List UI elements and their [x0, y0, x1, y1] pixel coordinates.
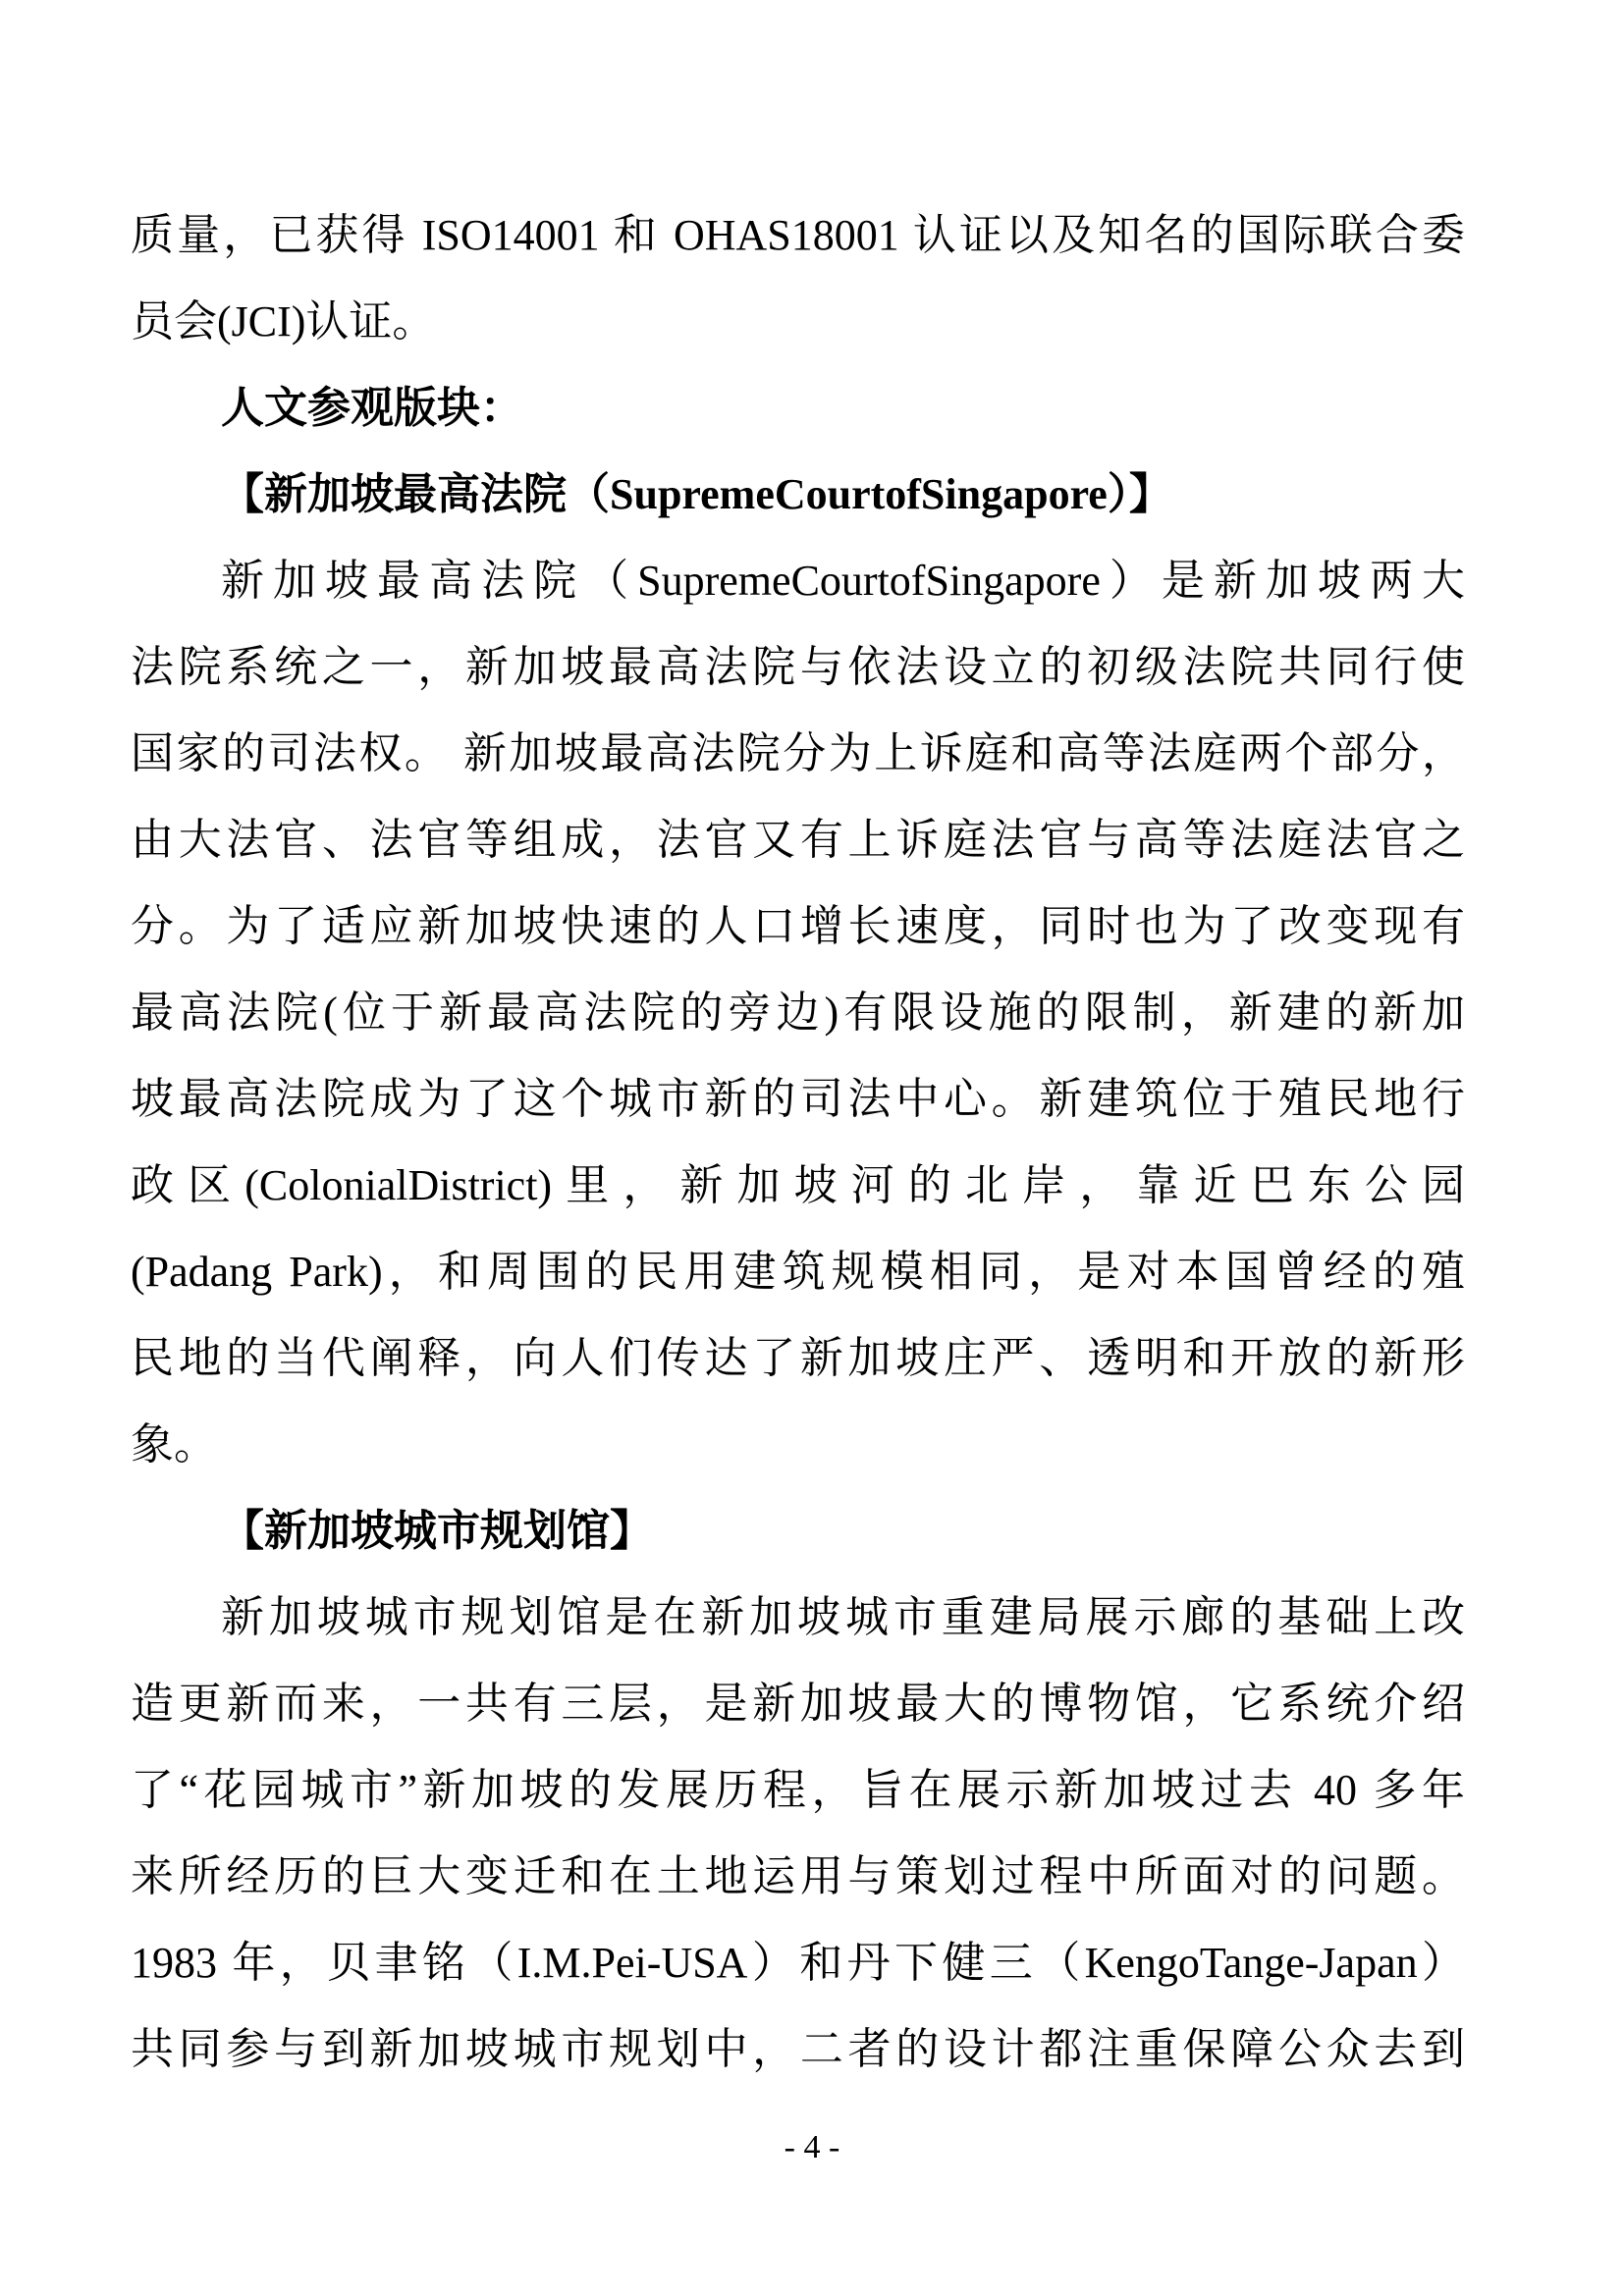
text-line: 国家的司法权。 新加坡最高法院分为上诉庭和高等法庭两个部分， — [131, 729, 1465, 777]
text-line: 质量，已获得 ISO14001 和 OHAS18001 认证以及知名的国际联合委 — [131, 211, 1465, 259]
text-line: 新加坡城市规划馆是在新加坡城市重建局展示廊的基础上改 — [221, 1593, 1465, 1641]
page-number: - 4 - — [784, 2129, 840, 2165]
text-line: 了“花园城市”新加坡的发展历程，旨在展示新加坡过去 40 多年 — [131, 1766, 1465, 1814]
text-line: 由大法官、法官等组成，法官又有上诉庭法官与高等法庭法官之 — [131, 816, 1465, 864]
document-body — [131, 192, 1465, 2093]
text-line: 新加坡最高法院（SupremeCourtofSingapore）是新加坡两大 — [221, 557, 1465, 605]
text-line: 来所经历的巨大变迁和在土地运用与策划过程中所面对的问题。 — [131, 1852, 1465, 1900]
section-heading: 【新加坡最高法院（SupremeCourtofSingapore）】 — [221, 470, 1172, 518]
text-line: 象。 — [131, 1420, 217, 1468]
section-heading: 人文参观版块： — [221, 384, 523, 432]
section-heading: 【新加坡城市规划馆】 — [221, 1507, 653, 1555]
text-line: 1983 年，贝聿铭（I.M.Pei-USA）和丹下健三（KengoTange-Japan） — [131, 1939, 1465, 1987]
text-line: 造更新而来，一共有三层，是新加坡最大的博物馆，它系统介绍 — [131, 1680, 1465, 1728]
text-line: 坡最高法院成为了这个城市新的司法中心。新建筑位于殖民地行 — [131, 1075, 1465, 1123]
text-line: 员会(JCI)认证。 — [131, 297, 436, 346]
text-line: (Padang Park)，和周围的民用建筑规模相同，是对本国曾经的殖 — [131, 1248, 1465, 1296]
text-line: 共同参与到新加坡城市规划中，二者的设计都注重保障公众去到 — [131, 2025, 1465, 2073]
text-line: 最高法院(位于新最高法院的旁边)有限设施的限制，新建的新加 — [131, 988, 1465, 1037]
text-line: 分。为了适应新加坡快速的人口增长速度，同时也为了改变现有 — [131, 902, 1465, 950]
text-line: 政区(ColonialDistrict)里，新加坡河的北岸，靠近巴东公园 — [131, 1161, 1465, 1209]
text-line: 民地的当代阐释，向人们传达了新加坡庄严、透明和开放的新形 — [131, 1334, 1465, 1382]
text-line: 法院系统之一，新加坡最高法院与依法设立的初级法院共同行使 — [131, 643, 1465, 691]
